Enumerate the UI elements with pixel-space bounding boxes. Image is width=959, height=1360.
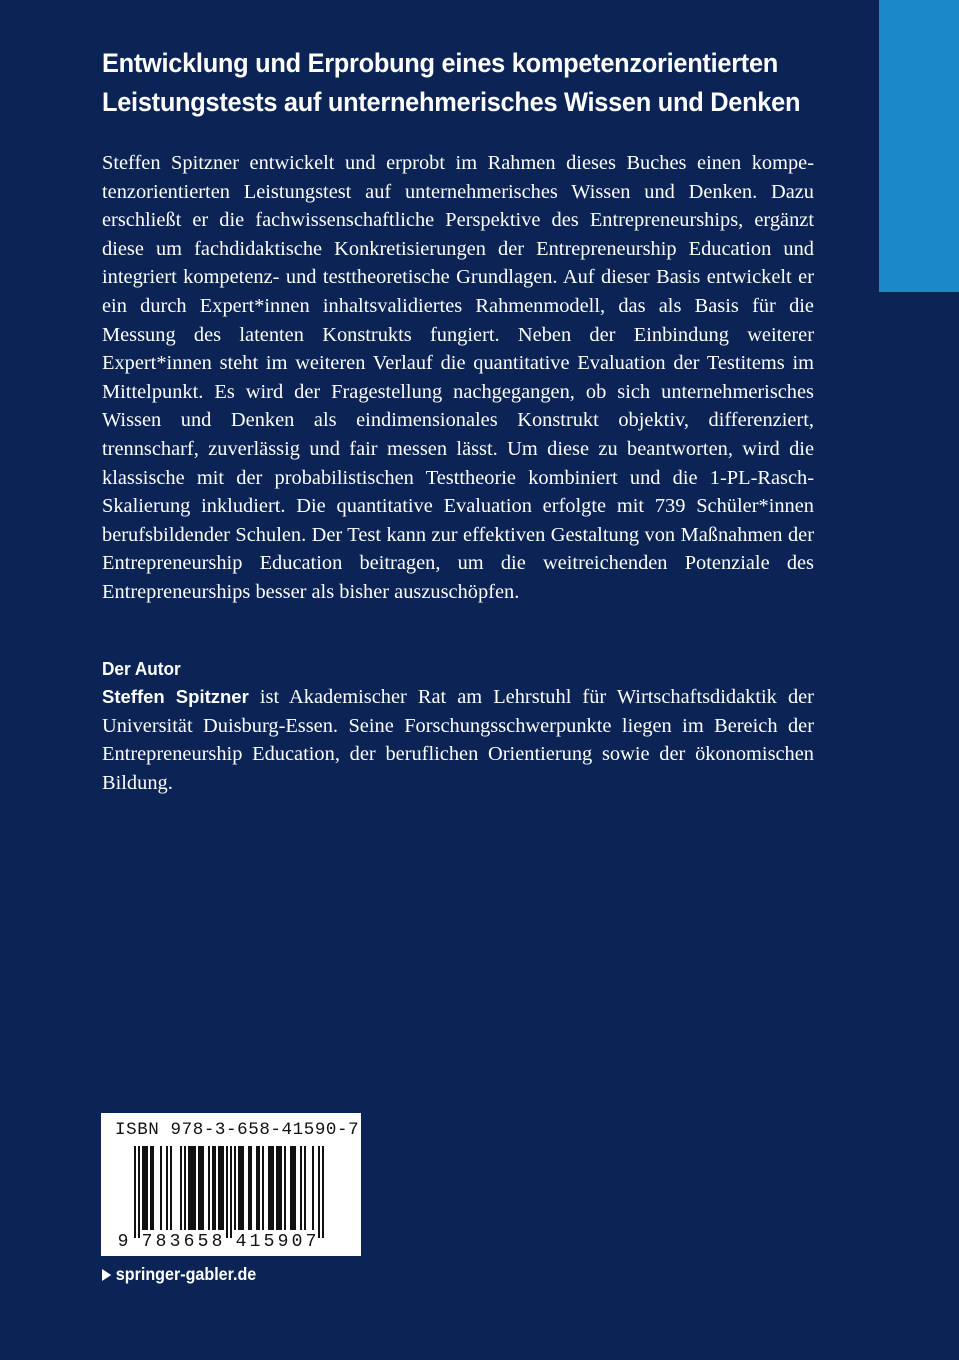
barcode-digit: 4 (235, 1232, 247, 1252)
author-bio-paragraph (102, 683, 814, 797)
barcode-digit: 9 (117, 1232, 129, 1252)
book-description: Steffen Spitzner entwickelt und erprobt im Rahmen dieses Buches einen kompetenzorientierten Leistungstest auf unternehmerisches Wissen und Denken. Dazu erschließt er die fachwissenschaftliche Perspektive des Entrepreneurships, ergänzt diese um fachdidaktische Konkretisierungen der Entrepreneurship Education und integriert kompetenz- und testtheoretische Grundlagen. Auf dieser Basis entwickelt er ein durch Expert*innen inhaltsvalidiertes Rahmenmodell, das als Basis für die Messung des latenten Konstrukts fungiert. Neben der Einbindung weiterer Expert*innen steht im weiteren Verlauf die quantitative Evaluation der Testitems im Mittelpunkt. Es wird der Fragestellung nachgegangen, ob sich unternehmerisches Wissen und Denken als eindimensionales Konstrukt objektiv, differenziert, trennscharf, zuverlässig und fair messen lässt. Um diese zu beantworten, wird die klassische mit der probabilistischen Testtheorie kombiniert und die 1-PL-Rasch-Skalierung inkludiert. Die quantitative Evaluation erfolgte mit 739 Schüler*innen berufsbildender Schulen. Der Test kann zur effektiven Gestaltung von Maßnahmen der Entrepreneurship Education beitragen, um die weitreichenden Potenziale des Entrepreneurships besser als bisher auszuschöpfen. (102, 152, 814, 603)
author-name: Steffen Spitzner (102, 686, 249, 707)
barcode-digits (101, 1113, 361, 1256)
barcode-digit: 6 (183, 1232, 195, 1252)
book-title (102, 44, 816, 122)
accent-bar (879, 0, 959, 292)
author-heading: Der Autor (102, 658, 181, 679)
barcode-digit: 9 (277, 1232, 289, 1252)
title-line-1: Entwicklung und Erprobung eines kompetenzorientierten (102, 48, 779, 78)
barcode-digit: 0 (291, 1232, 303, 1252)
isbn-barcode (101, 1113, 361, 1256)
barcode-digit: 5 (197, 1232, 209, 1252)
isbn-label: ISBN 978-3-658-41590-7 (115, 1120, 360, 1140)
barcode-digit: 7 (141, 1232, 153, 1252)
barcode-digit: 7 (305, 1232, 317, 1252)
barcode-digit: 5 (263, 1232, 275, 1252)
triangle-right-icon (102, 1269, 111, 1281)
website-url: springer-gabler.de (115, 1264, 257, 1284)
barcode-digit: 8 (155, 1232, 167, 1252)
author-bio: ist Akademischer Rat am Lehrstuhl für Wirtschaftsdidaktik der Universität Duisburg-Essen. Seine Forschungsschwerpunkte liegen im Bereich der Entrepreneurship Education, der beruflichen Orientierung sowie der ökonomischen Bildung. (102, 686, 814, 794)
barcode-digit: 3 (169, 1232, 181, 1252)
barcode-digit: 1 (249, 1232, 261, 1252)
barcode-digit: 8 (211, 1232, 223, 1252)
publisher-website (102, 1262, 256, 1286)
title-line-2: Leistungstests auf unternehmerisches Wissen und Denken (102, 87, 801, 117)
